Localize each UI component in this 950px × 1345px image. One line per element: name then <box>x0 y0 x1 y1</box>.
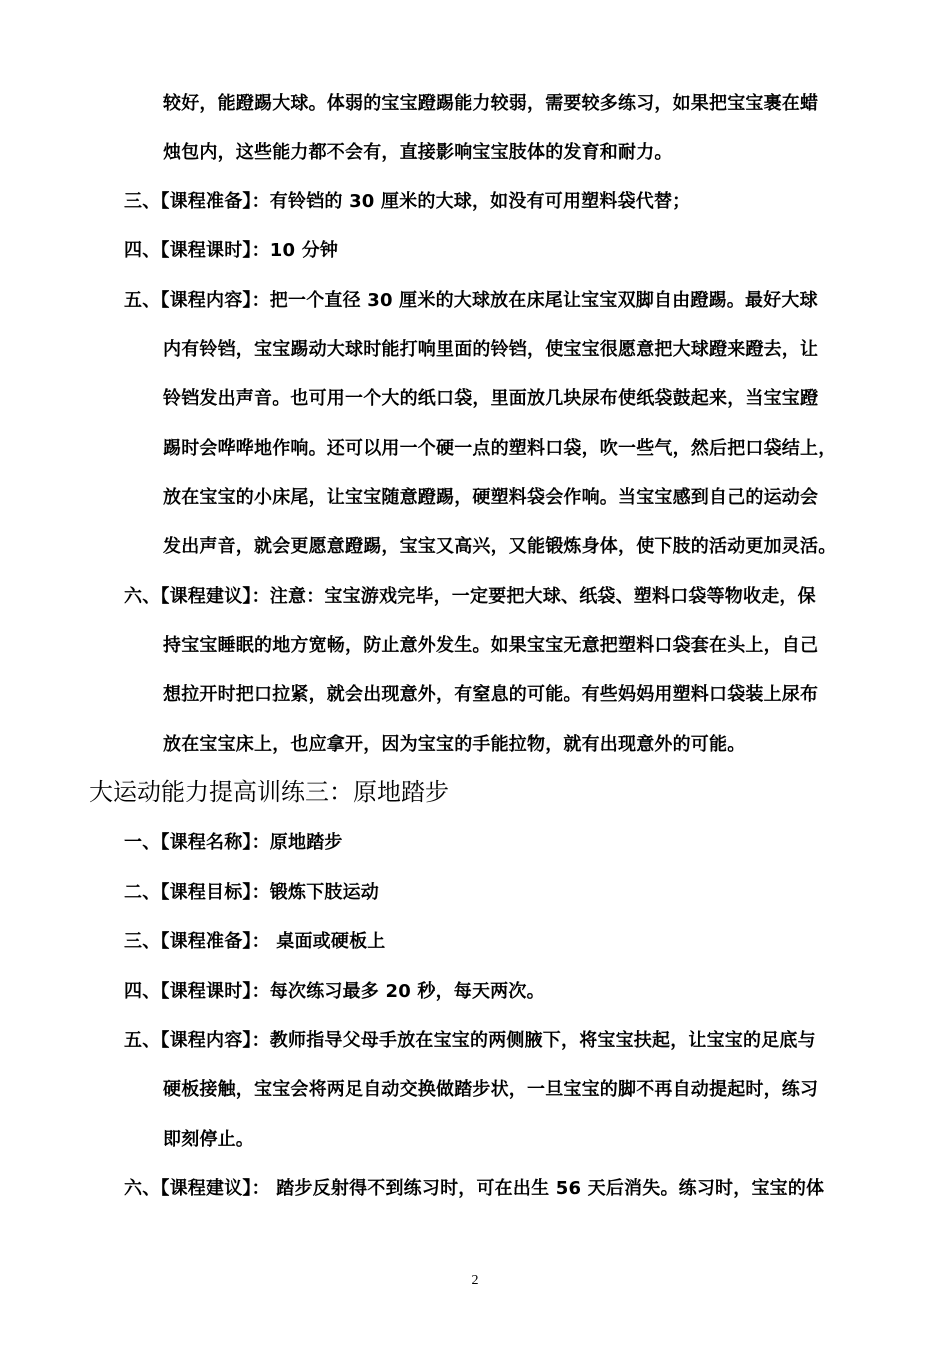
text-line: 四、【课程课时】：每次练习最多 20 秒，每天两次。 <box>124 981 545 1002</box>
text-line: 四、【课程课时】：10 分钟 <box>124 240 339 261</box>
text-line: 持宝宝睡眠的地方宽畅，防止意外发生。如果宝宝无意把塑料口袋套在头上，自己 <box>163 635 819 656</box>
text-line: 踢时会哗哗地作响。还可以用一个硬一点的塑料口袋，吹一些气，然后把口袋结上， <box>163 438 837 459</box>
text-line: 烛包内，这些能力都不会有，直接影响宝宝肢体的发育和耐力。 <box>163 142 673 163</box>
text-line: 发出声音，就会更愿意蹬踢，宝宝又高兴，又能锻炼身体，使下肢的活动更加灵活。 <box>163 536 837 557</box>
text-line: 五、【课程内容】：把一个直径 30 厘米的大球放在床尾让宝宝双脚自由蹬踢。最好大球 <box>124 290 818 311</box>
text-line: 二、【课程目标】：锻炼下肢运动 <box>124 882 379 903</box>
text-line: 铃铛发出声音。也可用一个大的纸口袋，里面放几块尿布使纸袋鼓起来，当宝宝蹬 <box>163 388 819 409</box>
text-line: 三、【课程准备】：有铃铛的 30 厘米的大球，如没有可用塑料袋代替； <box>124 191 691 212</box>
text-line: 放在宝宝的小床尾，让宝宝随意蹬踢，硬塑料袋会作响。当宝宝感到自己的运动会 <box>163 487 819 508</box>
text-line: 五、【课程内容】：教师指导父母手放在宝宝的两侧腋下，将宝宝扶起，让宝宝的足底与 <box>124 1030 816 1051</box>
text-line: 想拉开时把口拉紧，就会出现意外，有窒息的可能。有些妈妈用塑料口袋装上尿布 <box>163 684 819 705</box>
text-line: 即刻停止。 <box>163 1129 254 1150</box>
text-line: 三、【课程准备】： 桌面或硬板上 <box>124 931 386 952</box>
text-line: 较好，能蹬踢大球。体弱的宝宝蹬踢能力较弱，需要较多练习，如果把宝宝裹在蜡 <box>163 93 819 114</box>
page-number: 2 <box>471 1273 479 1288</box>
section-heading: 大运动能力提高训练三：原地踏步 <box>89 778 449 806</box>
text-line: 六、【课程建议】：注意：宝宝游戏完毕，一定要把大球、纸袋、塑料口袋等物收走，保 <box>124 586 816 607</box>
text-line: 硬板接触，宝宝会将两足自动交换做踏步状，一旦宝宝的脚不再自动提起时，练习 <box>163 1079 819 1100</box>
text-line: 六、【课程建议】： 踏步反射得不到练习时，可在出生 56 天后消失。练习时，宝宝的体 <box>124 1178 825 1199</box>
text-line: 放在宝宝床上，也应拿开，因为宝宝的手能拉物，就有出现意外的可能。 <box>163 734 746 755</box>
text-line: 内有铃铛，宝宝踢动大球时能打响里面的铃铛，使宝宝很愿意把大球蹬来蹬去，让 <box>163 339 819 360</box>
text-line: 一、【课程名称】：原地踏步 <box>124 832 343 853</box>
